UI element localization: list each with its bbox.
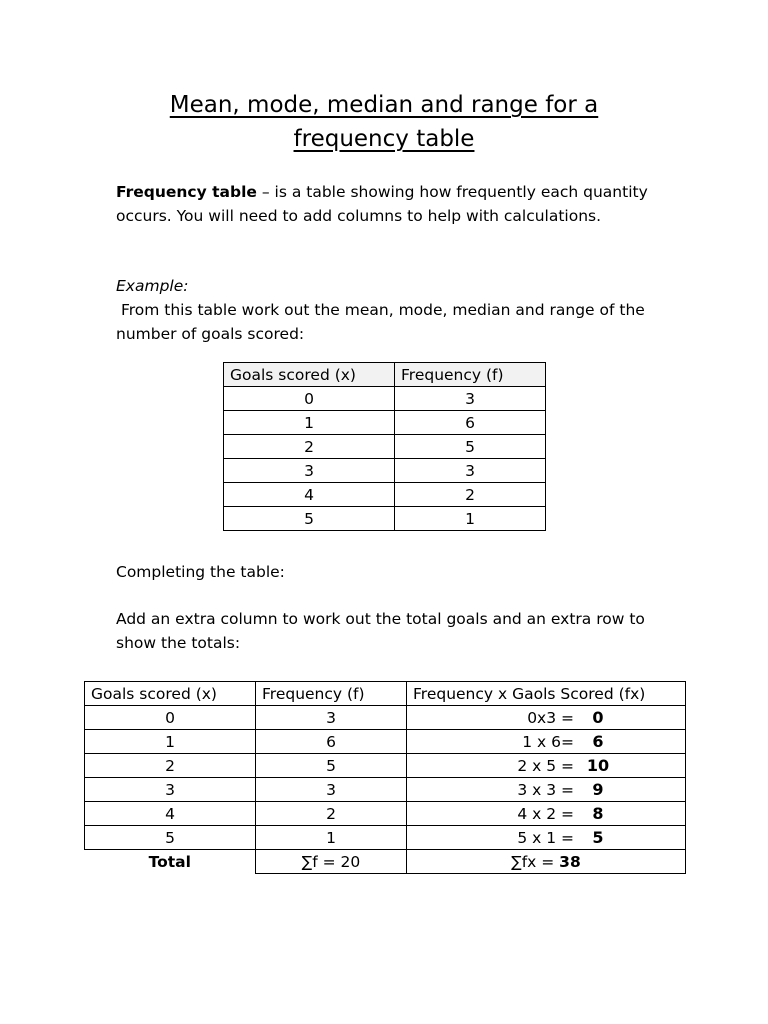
total-fx-value: 38 [559, 852, 581, 871]
cell-fx [407, 754, 686, 778]
total-frequency: ∑f = 20 [256, 850, 407, 874]
cell-frequency: 2 [256, 802, 407, 826]
cell-goals: 2 [85, 754, 256, 778]
cell-frequency: 5 [395, 435, 546, 459]
table-row [85, 754, 686, 778]
definition-text: – is a table showing how frequently each quantity occurs. You will need to add columns to help with calculations. [116, 183, 648, 225]
cell-frequency: 3 [395, 387, 546, 411]
definition-paragraph [116, 180, 656, 228]
cell-fx [407, 730, 686, 754]
table-row [224, 411, 546, 435]
frequency-table [223, 362, 546, 531]
cell-fx [407, 778, 686, 802]
cell-goals: 5 [224, 507, 395, 531]
definition-term: Frequency table [116, 183, 257, 201]
fx-expression: 4 x 2 = [517, 805, 574, 823]
cell-fx [407, 826, 686, 850]
fx-result: 0 [592, 708, 604, 727]
table-row [85, 826, 686, 850]
cell-fx [407, 802, 686, 826]
fx-result: 9 [592, 780, 604, 799]
table-row [85, 730, 686, 754]
cell-frequency: 3 [256, 706, 407, 730]
total-label: Total [148, 852, 191, 871]
completing-heading: Completing the table: [116, 563, 285, 581]
total-fx-label: ∑fx = [511, 852, 560, 871]
table-row [85, 802, 686, 826]
example-intro-text: From this table work out the mean, mode, median and range of the number of goals scored: [116, 301, 645, 343]
table-row [85, 778, 686, 802]
table-row [224, 387, 546, 411]
table-row [224, 483, 546, 507]
cell-goals: 0 [85, 706, 256, 730]
cell-goals: 4 [85, 802, 256, 826]
fx-result: 5 [592, 828, 604, 847]
fx-expression: 0x3 = [527, 709, 574, 727]
cell-fx [407, 706, 686, 730]
table-row [224, 459, 546, 483]
fx-result: 6 [592, 732, 604, 751]
cell-frequency: 3 [395, 459, 546, 483]
cell-frequency: 6 [395, 411, 546, 435]
header-goals: Goals scored (x) [224, 363, 395, 387]
title-line-2: frequency table [293, 126, 475, 152]
table-row [224, 435, 546, 459]
table-row [85, 706, 686, 730]
header-frequency: Frequency (f) [256, 682, 407, 706]
fx-result: 10 [586, 756, 610, 775]
header-fx: Frequency x Gaols Scored (fx) [407, 682, 686, 706]
header-frequency: Frequency (f) [395, 363, 546, 387]
cell-goals: 0 [224, 387, 395, 411]
cell-frequency: 1 [395, 507, 546, 531]
cell-goals: 3 [224, 459, 395, 483]
page-title [100, 88, 668, 156]
cell-goals: 1 [224, 411, 395, 435]
cell-frequency: 5 [256, 754, 407, 778]
total-fx [407, 850, 686, 874]
table-row [224, 507, 546, 531]
cell-frequency: 6 [256, 730, 407, 754]
title-line-1: Mean, mode, median and range for a [169, 92, 599, 118]
cell-frequency: 2 [395, 483, 546, 507]
example-intro [116, 298, 661, 346]
cell-frequency: 3 [256, 778, 407, 802]
fx-expression: 2 x 5 = [517, 757, 574, 775]
fx-expression: 1 x 6= [522, 733, 574, 751]
table-header-row [85, 682, 686, 706]
fx-expression: 3 x 3 = [517, 781, 574, 799]
add-column-text: Add an extra column to work out the total goals and an extra row to show the totals: [116, 610, 645, 652]
cell-goals: 4 [224, 483, 395, 507]
cell-goals: 5 [85, 826, 256, 850]
example-label: Example: [116, 277, 189, 295]
totals-row [85, 850, 686, 874]
cell-goals: 3 [85, 778, 256, 802]
cell-frequency: 1 [256, 826, 407, 850]
cell-goals: 2 [224, 435, 395, 459]
cell-goals: 1 [85, 730, 256, 754]
fx-expression: 5 x 1 = [517, 829, 574, 847]
fx-result: 8 [592, 804, 604, 823]
table-header-row [224, 363, 546, 387]
header-goals: Goals scored (x) [85, 682, 256, 706]
completed-frequency-table [84, 681, 686, 874]
